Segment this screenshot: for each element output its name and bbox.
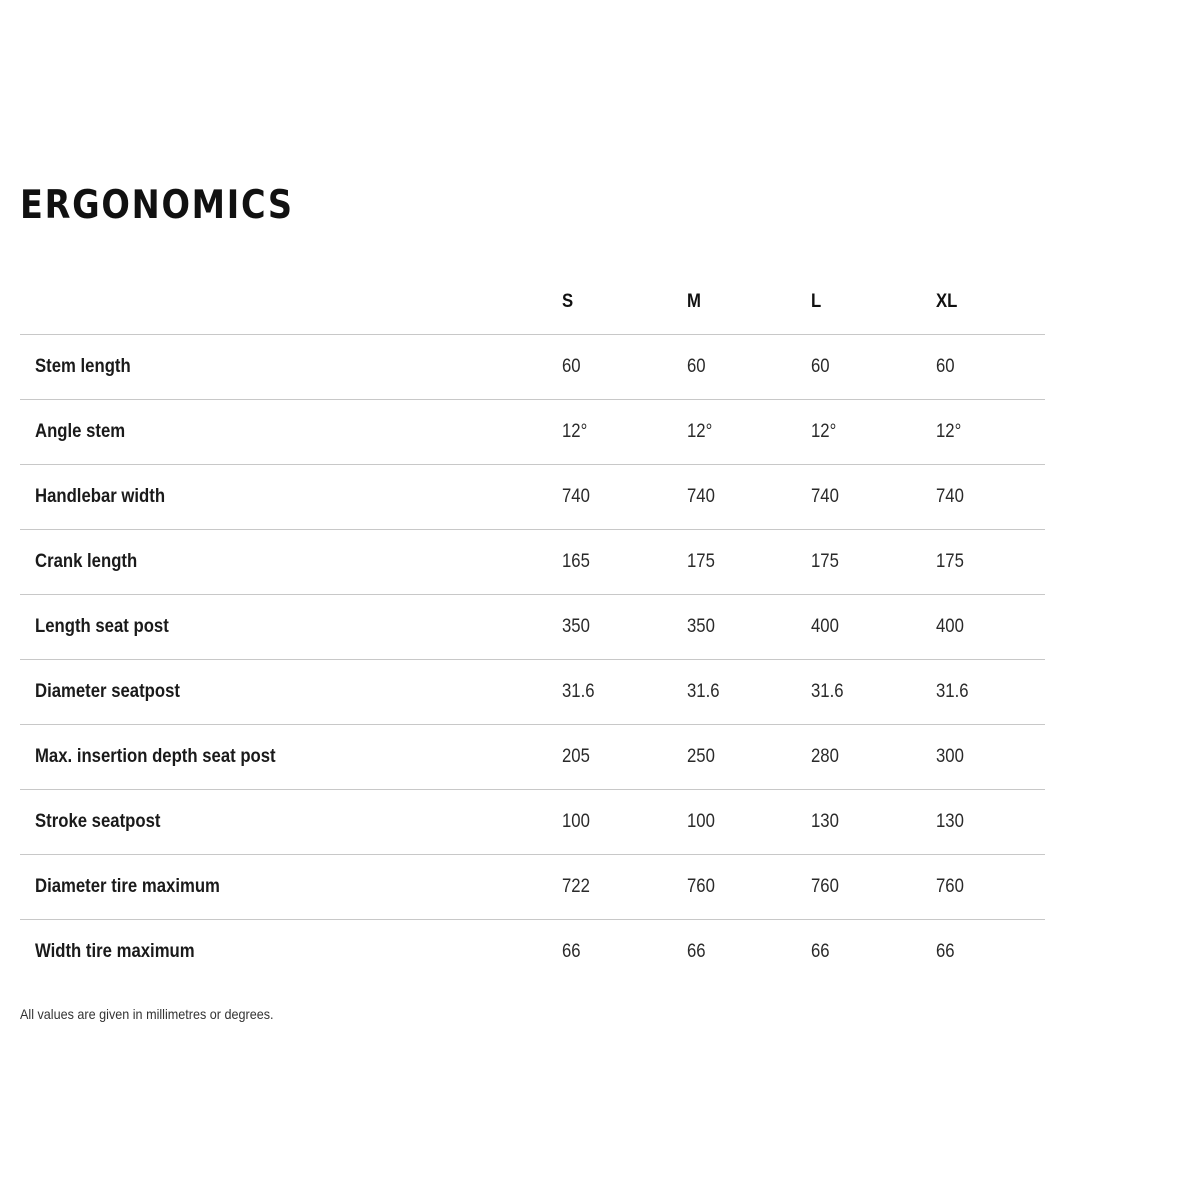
value-cell: 740 — [547, 465, 672, 530]
value-cell: 175 — [921, 530, 1046, 595]
value-cell: 130 — [921, 790, 1046, 855]
value-cell: 66 — [672, 920, 797, 985]
value-cell: 205 — [547, 725, 672, 790]
value-cell: 60 — [921, 335, 1046, 400]
table-row — [20, 920, 1045, 985]
row-label: Diameter tire maximum — [20, 855, 547, 920]
value-cell: 66 — [921, 920, 1046, 985]
row-label: Handlebar width — [20, 465, 547, 530]
value-cell: 722 — [547, 855, 672, 920]
table-row — [20, 595, 1045, 660]
value-cell: 740 — [796, 465, 921, 530]
size-header-m: M — [686, 291, 701, 312]
value-cell: 280 — [796, 725, 921, 790]
value-cell: 66 — [547, 920, 672, 985]
value-cell: 350 — [547, 595, 672, 660]
value-cell: 250 — [672, 725, 797, 790]
units-footnote: All values are given in millimetres or degrees. — [20, 1006, 274, 1022]
value-cell: 300 — [921, 725, 1046, 790]
row-label: Width tire maximum — [20, 920, 547, 985]
value-cell: 760 — [672, 855, 797, 920]
table-row — [20, 335, 1045, 400]
value-cell: 175 — [796, 530, 921, 595]
row-label: Stroke seatpost — [20, 790, 547, 855]
header-label-cell — [20, 270, 547, 335]
value-cell: 740 — [672, 465, 797, 530]
table-row — [20, 725, 1045, 790]
value-cell: 760 — [796, 855, 921, 920]
value-cell: 12° — [921, 400, 1046, 465]
value-cell: 31.6 — [921, 660, 1046, 725]
table-row — [20, 660, 1045, 725]
row-label: Diameter seatpost — [20, 660, 547, 725]
table-row — [20, 465, 1045, 530]
value-cell: 12° — [547, 400, 672, 465]
value-cell: 400 — [921, 595, 1046, 660]
size-header-s: S — [562, 291, 574, 312]
value-cell: 60 — [672, 335, 797, 400]
value-cell: 130 — [796, 790, 921, 855]
table-row — [20, 530, 1045, 595]
page-title: ERGONOMICS — [20, 183, 294, 228]
value-cell: 350 — [672, 595, 797, 660]
row-label: Stem length — [20, 335, 547, 400]
value-cell: 66 — [796, 920, 921, 985]
value-cell: 760 — [921, 855, 1046, 920]
value-cell: 400 — [796, 595, 921, 660]
value-cell: 100 — [547, 790, 672, 855]
value-cell: 740 — [921, 465, 1046, 530]
row-label: Angle stem — [20, 400, 547, 465]
table-row — [20, 790, 1045, 855]
value-cell: 31.6 — [547, 660, 672, 725]
value-cell: 60 — [547, 335, 672, 400]
table-row — [20, 855, 1045, 920]
value-cell: 165 — [547, 530, 672, 595]
size-header-xl: XL — [935, 291, 957, 312]
value-cell: 175 — [672, 530, 797, 595]
value-cell: 12° — [672, 400, 797, 465]
row-label: Max. insertion depth seat post — [20, 725, 547, 790]
row-label: Length seat post — [20, 595, 547, 660]
value-cell: 60 — [796, 335, 921, 400]
size-header-l: L — [811, 291, 822, 312]
value-cell: 31.6 — [672, 660, 797, 725]
ergonomics-table — [20, 270, 1045, 984]
value-cell: 31.6 — [796, 660, 921, 725]
table-row — [20, 400, 1045, 465]
table-header-row — [20, 270, 1045, 335]
value-cell: 100 — [672, 790, 797, 855]
row-label: Crank length — [20, 530, 547, 595]
value-cell: 12° — [796, 400, 921, 465]
